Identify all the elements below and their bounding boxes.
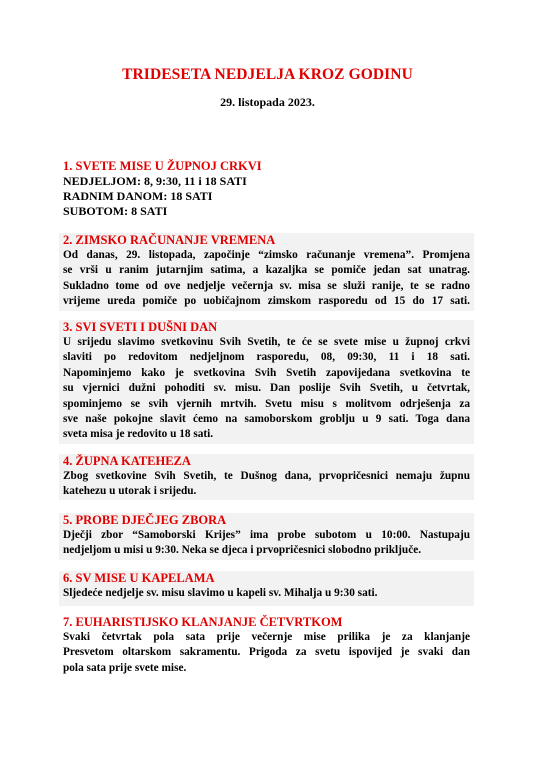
document-date: 29. listopada 2023.	[220, 95, 315, 109]
section-body	[59, 174, 474, 219]
text-line: slaviti po redovitom nedjeljnom rasporedu, 08, 09:30, 11 i 18 sati.	[63, 351, 470, 364]
text-line: pola sata prije svete mise.	[63, 661, 187, 674]
text-line: nedjeljom u misi u 9:30. Neka se djeca i prvopričesnici slobodno priključe.	[63, 544, 422, 557]
text-line: Svaki četvrtak pola sata prije večernje mise prilika je za klanjanje	[63, 631, 470, 643]
text-line: sve naše pokojne slavit ćemo na samoborskom groblju u 9 sati. Toga dana	[63, 413, 470, 426]
section-adoration	[59, 615, 474, 679]
text-line: spominjemo se svih vjernih mrtvih. Svetu misu s molitvom odrješenja za	[63, 397, 470, 410]
text-line: Presvetom oltarskom sakramentu. Prigoda za svetu ispovijed je svaki dan	[63, 646, 470, 659]
section-title: 2. ZIMSKO RAČUNANJE VREMENA	[63, 233, 276, 247]
text-line: U srijedu slavimo svetkovinu Svih Svetih, te će se svete mise u župnoj crkvi	[63, 336, 470, 348]
section-catechesis	[59, 454, 474, 500]
text-line: vrijeme ureda pomiče po uobičajnom zimskom rasporedu od 15 do 17 sati.	[63, 295, 470, 308]
section-body	[59, 630, 474, 676]
text-line: Zbog svetkovine Svih Svetih, te Dušnog dana, prvopričesnici nemaju župnu	[63, 470, 470, 482]
text-line: su vjernici dužni pohoditi sv. misu. Dan poslije Svih Svetih, u četvrtak,	[63, 382, 470, 395]
section-body	[59, 335, 474, 443]
text-line: se vrši u ranim jutarnjim satima, a kazaljka se pomiče jedan sat unatrag.	[63, 264, 470, 277]
text-line: Od danas, 29. listopada, započinje “zimsko računanje vremena”. Promjena	[63, 249, 470, 261]
section-title: 4. ŽUPNA KATEHEZA	[63, 454, 191, 468]
text-line: Sukladno tome od ove nedjelje večernja sv. misa se služi ranije, te se radno	[63, 279, 470, 292]
text-line: Dječji zbor “Samoborski Krijes” ima probe subotom u 10:00. Nastupaju	[63, 529, 470, 541]
section-body	[59, 469, 474, 500]
schedule-line: SUBOTOM: 8 SATI	[63, 204, 168, 218]
section-mass-schedule	[59, 159, 474, 219]
section-title: 6. SV MISE U KAPELAMA	[63, 571, 215, 585]
document-title: TRIDESETA NEDJELJA KROZ GODINU	[122, 66, 413, 83]
section-body	[59, 248, 474, 310]
section-title: 7. EUHARISTIJSKO KLANJANJE ČETVRTKOM	[63, 615, 343, 629]
text-line: sveta misa je redovito u 18 sati.	[63, 428, 214, 441]
text-line: Sljedeće nedjelje sv. misu slavimo u kapeli sv. Mihalja u 9:30 sati.	[63, 587, 378, 599]
section-body	[59, 528, 474, 559]
section-all-saints	[59, 320, 474, 444]
schedule-line: NEDJELJOM: 8, 9:30, 11 i 18 SATI	[63, 174, 247, 188]
section-winter-time	[59, 233, 474, 311]
text-line: Napominjemo kako je svetkovina Svih Svetih zapovijedana svetkovina te	[63, 366, 470, 379]
section-chapel-masses	[59, 571, 474, 606]
section-title: 3. SVI SVETI I DUŠNI DAN	[63, 320, 218, 334]
section-title: 1. SVETE MISE U ŽUPNOJ CRKVI	[63, 159, 262, 173]
schedule-line: RADNIM DANOM: 18 SATI	[63, 189, 213, 203]
section-body	[59, 586, 474, 601]
section-title: 5. PROBE DJEČJEG ZBORA	[63, 513, 227, 527]
section-choir-rehearsals	[59, 513, 474, 560]
text-line: katehezu u utorak i srijedu.	[63, 485, 197, 498]
